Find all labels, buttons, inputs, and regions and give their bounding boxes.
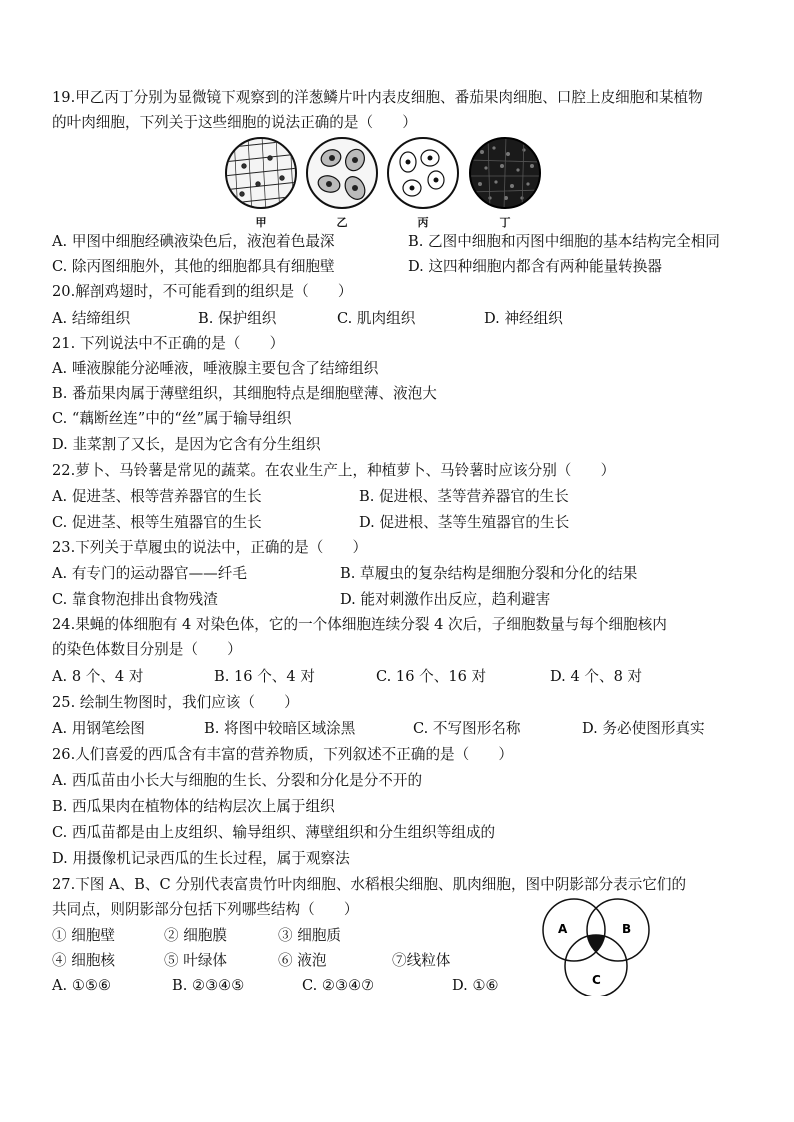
q23-option-a: A. 有专门的运动器官——纤毛 — [52, 565, 247, 582]
venn-diagram — [538, 896, 666, 996]
q24-option-d: D. 4 个、8 对 — [550, 668, 643, 685]
figure-label-bing: 丙 — [417, 216, 429, 229]
q20-stem: 20.解剖鸡翅时，不可能看到的组织是（ ） — [52, 283, 353, 300]
figure-label-jia: 甲 — [255, 216, 267, 229]
venn-circle-b — [587, 899, 649, 961]
q27-option-a: A. ①⑤⑥ — [52, 977, 112, 994]
q27-option-b: B. ②③④⑤ — [172, 977, 245, 994]
q19-option-b: B. 乙图中细胞和丙图中细胞的基本结构完全相同 — [408, 233, 720, 250]
q27-item-row1 — [52, 926, 341, 946]
q24-stem-line1: 24.果蝇的体细胞有 4 对染色体，它的一个体细胞连续分裂 4 次后，子细胞数量与每个细胞核内 — [52, 616, 667, 633]
q24-option-b: B. 16 个、4 对 — [214, 668, 315, 685]
q23-option-d: D. 能对刺激作出反应，趋利避害 — [340, 591, 551, 608]
tomato-pulp-figure — [305, 136, 379, 210]
q21-option-d: D. 韭菜割了又长，是因为它含有分生组织 — [52, 436, 321, 453]
q26-option-a: A. 西瓜苗由小长大与细胞的生长、分裂和分化是分不开的 — [52, 772, 423, 789]
q27-option-d: D. ①⑥ — [452, 977, 499, 994]
q24-stem-line2: 的染色体数目分别是（ ） — [52, 641, 242, 658]
q27-item-3: ③ 细胞质 — [278, 927, 342, 944]
q22-option-c: C. 促进茎、根等生殖器官的生长 — [52, 514, 262, 531]
q19-option-a: A. 甲图中细胞经碘液染色后，液泡着色最深 — [52, 233, 335, 250]
q25-option-b: B. 将图中较暗区域涂黑 — [204, 720, 356, 737]
q27-stem-line2: 共同点，则阴影部分包括下列哪些结构（ ） — [52, 901, 359, 918]
q21-stem: 21. 下列说法中不正确的是（ ） — [52, 335, 285, 352]
q26-option-d: D. 用摄像机记录西瓜的生长过程，属于观察法 — [52, 850, 350, 867]
q21-option-b: B. 番茄果肉属于薄壁组织，其细胞特点是细胞壁薄、液泡大 — [52, 385, 437, 402]
venn-label-b: B — [622, 922, 632, 936]
q26-stem: 26.人们喜爱的西瓜含有丰富的营养物质，下列叙述不正确的是（ ） — [52, 746, 514, 763]
q20-option-a: A. 结缔组织 — [52, 310, 131, 327]
q27-item-4: ④ 细胞核 — [52, 952, 116, 969]
q20-option-b: B. 保护组织 — [198, 310, 277, 327]
venn-label-a: A — [558, 922, 568, 936]
q27-item-row2 — [52, 951, 450, 971]
venn-label-c: C — [592, 973, 601, 987]
q26-option-b: B. 西瓜果肉在植物体的结构层次上属于组织 — [52, 798, 335, 815]
q27-option-c: C. ②③④⑦ — [302, 977, 375, 994]
oral-epithelium-figure — [386, 136, 460, 210]
q23-option-b: B. 草履虫的复杂结构是细胞分裂和分化的结果 — [340, 565, 638, 582]
q24-option-c: C. 16 个、16 对 — [376, 668, 487, 685]
mesophyll-figure — [468, 136, 542, 210]
q19-cell-figures — [222, 134, 552, 230]
q21-option-a: A. 唾液腺能分泌唾液，唾液腺主要包含了结缔组织 — [52, 360, 379, 377]
q27-item-7: ⑦线粒体 — [392, 952, 451, 969]
q25-option-d: D. 务必使图形真实 — [582, 720, 705, 737]
q19-stem-line2: 的叶肉细胞，下列关于这些细胞的说法正确的是（ ） — [52, 114, 417, 131]
q22-option-b: B. 促进根、茎等营养器官的生长 — [359, 488, 569, 505]
q23-stem: 23.下列关于草履虫的说法中，正确的是（ ） — [52, 539, 368, 556]
onion-epidermis-figure — [224, 136, 298, 210]
q21-option-c: C. “藕断丝连”中的“丝”属于输导组织 — [52, 410, 292, 427]
q19-option-c: C. 除丙图细胞外，其他的细胞都具有细胞壁 — [52, 258, 335, 275]
q27-item-5: ⑤ 叶绿体 — [164, 952, 228, 969]
figure-label-yi: 乙 — [336, 216, 348, 229]
figure-label-ding: 丁 — [499, 216, 511, 229]
q20-option-d: D. 神经组织 — [484, 310, 563, 327]
q25-option-c: C. 不写图形名称 — [413, 720, 521, 737]
q22-option-a: A. 促进茎、根等营养器官的生长 — [52, 488, 262, 505]
q22-stem: 22.萝卜、马铃薯是常见的蔬菜。在农业生产上，种植萝卜、马铃薯时应该分别（ ） — [52, 462, 616, 479]
q26-option-c: C. 西瓜苗都是由上皮组织、输导组织、薄壁组织和分生组织等组成的 — [52, 824, 496, 841]
q27-stem-line1: 27.下图 A、B、C 分别代表富贵竹叶肉细胞、水稻根尖细胞、肌肉细胞，图中阴影部分表示它们的 — [52, 876, 687, 893]
q27-item-1: ① 细胞壁 — [52, 927, 116, 944]
q25-stem: 25. 绘制生物图时，我们应该（ ） — [52, 694, 299, 711]
q22-option-d: D. 促进根、茎等生殖器官的生长 — [359, 514, 570, 531]
q23-option-c: C. 靠食物泡排出食物残渣 — [52, 591, 218, 608]
q24-option-a: A. 8 个、4 对 — [52, 668, 144, 685]
q19-option-d: D. 这四种细胞内都含有两种能量转换器 — [408, 258, 662, 275]
q27-item-6: ⑥ 液泡 — [278, 952, 327, 969]
q19-stem-line1: 19.甲乙丙丁分别为显微镜下观察到的洋葱鳞片叶内表皮细胞、番茄果肉细胞、口腔上皮细胞和某植物 — [52, 89, 703, 106]
q27-item-2: ② 细胞膜 — [164, 927, 228, 944]
q20-option-c: C. 肌肉组织 — [337, 310, 416, 327]
q25-option-a: A. 用钢笔绘图 — [52, 720, 145, 737]
